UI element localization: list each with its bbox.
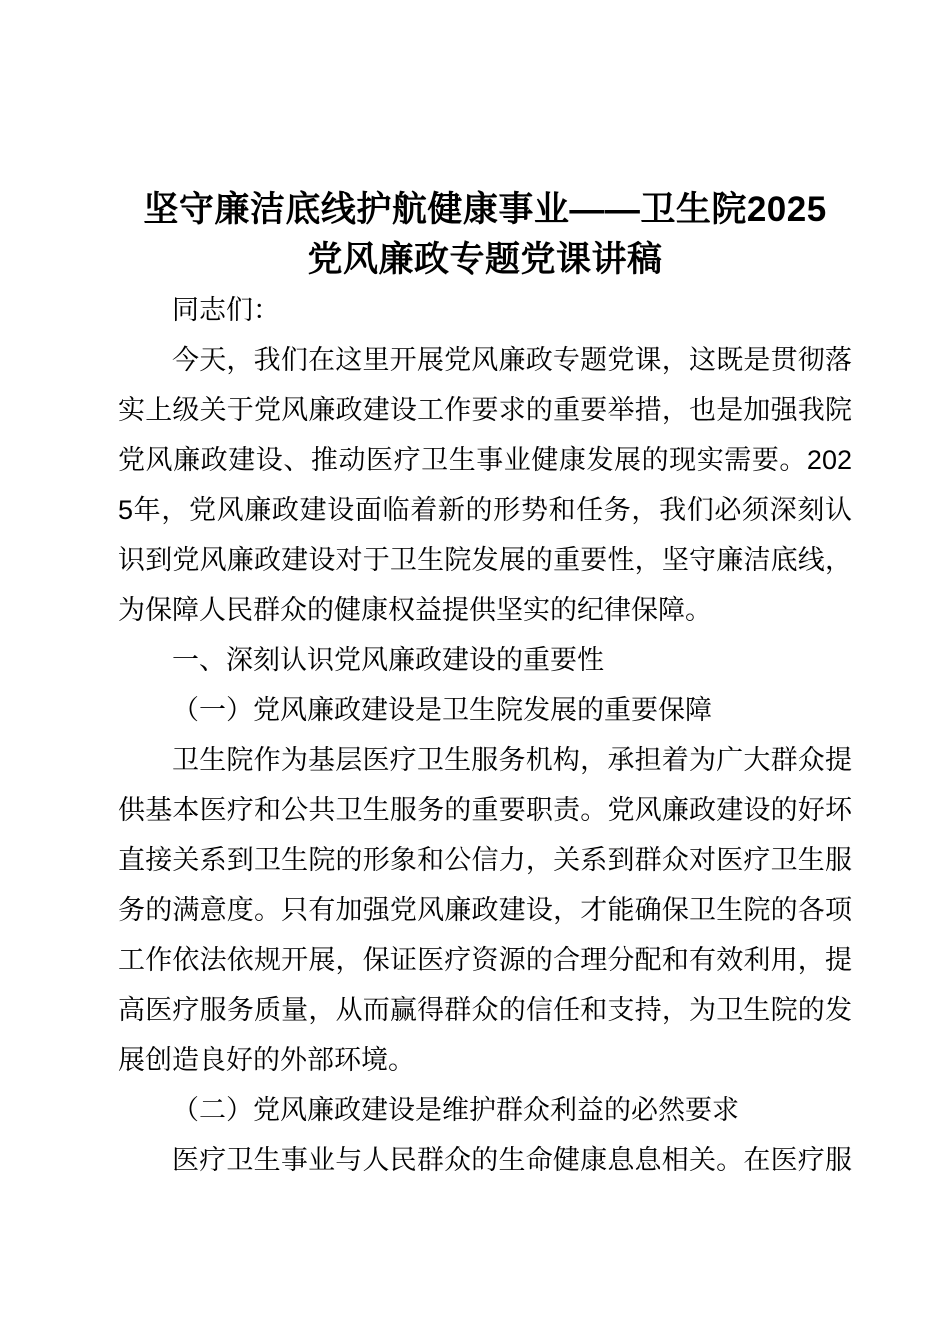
subsection-1-1-paragraph: 卫生院作为基层医疗卫生服务机构，承担着为广大群众提供基本医疗和公共卫生服务的重要职责。党风廉政建设的好坏直接关系到卫生院的形象和公信力，关系到群众对医疗卫生服务的满意度。只有加强党风廉政建设，才能确保卫生院的各项工作依法依规开展，保证医疗资源的合理分配和有效利用，提高医疗服务质量，从而赢得群众的信任和支持，为卫生院的发展创造良好的外部环境。 bbox=[118, 745, 852, 1075]
subsection-heading-1-1: （一）党风廉政建设是卫生院发展的重要保障 bbox=[172, 695, 712, 725]
section-heading-1: 一、深刻认识党风廉政建设的重要性 bbox=[172, 645, 604, 675]
document-title-line-1: 坚守廉洁底线护航健康事业——卫生院2025 bbox=[143, 190, 827, 229]
document-title bbox=[118, 185, 852, 285]
intro-paragraph: 今天，我们在这里开展党风廉政专题党课，这既是贯彻落实上级关于党风廉政建设工作要求的重要举措，也是加强我院党风廉政建设、推动医疗卫生事业健康发展的现实需要。2025年，党风廉政建设面临着新的形势和任务，我们必须深刻认识到党风廉政建设对于卫生院发展的重要性，坚守廉洁底线，为保障人民群众的健康权益提供坚实的纪律保障。 bbox=[118, 345, 852, 625]
document-body bbox=[118, 285, 852, 1185]
salutation-paragraph: 同志们： bbox=[172, 295, 280, 325]
subsection-1-2-paragraph: 医疗卫生事业与人民群众的生命健康息息相关。在医疗服 bbox=[172, 1145, 852, 1175]
document-title-line-2: 党风廉政专题党课讲稿 bbox=[307, 240, 663, 279]
subsection-heading-1-2: （二）党风廉政建设是维护群众利益的必然要求 bbox=[172, 1095, 739, 1125]
